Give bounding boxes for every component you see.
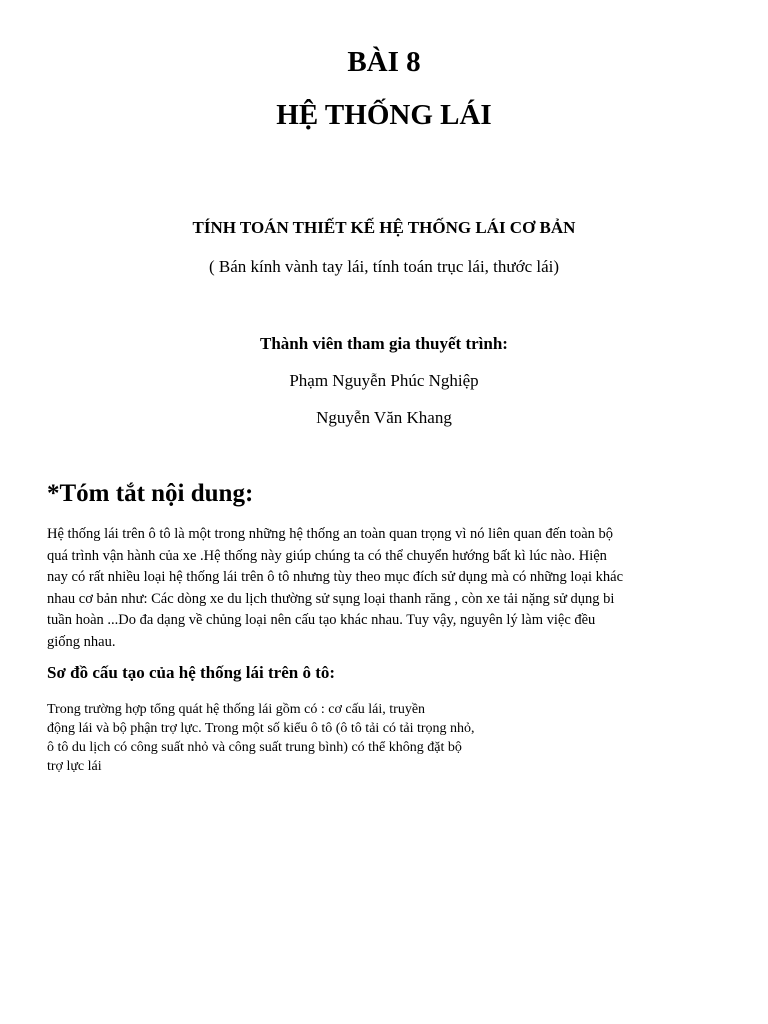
paragraph-line: động lái và bộ phận trợ lực. Trong một số kiểu ô tô (ô tô tải có tải trọng nhỏ, <box>47 721 475 736</box>
diagram-description-paragraph <box>47 700 727 776</box>
diagram-section-heading: Sơ đồ cấu tạo của hệ thống lái trên ô tô: <box>47 663 336 682</box>
paragraph-line: quá trình vận hành của xe .Hệ thống này giúp chúng ta có thể chuyển hướng bất kì lúc nào. Hiện <box>47 547 607 564</box>
member-name: Phạm Nguyễn Phúc Nghiệp <box>289 371 479 390</box>
paragraph-line: nhau cơ bản như: Các dòng xe du lịch thường sử sụng loại thanh răng , còn xe tải nặng sử dụng bi <box>47 590 615 607</box>
paragraph-line: trợ lực lái <box>47 759 102 774</box>
summary-paragraph <box>47 524 727 654</box>
member-name: Nguyễn Văn Khang <box>316 408 452 427</box>
summary-heading: *Tóm tắt nội dung: <box>47 480 254 507</box>
paragraph-line: tuần hoàn ...Do đa dạng về chủng loại nên cấu tạo khác nhau. Tuy vậy, nguyên lý làm việc đều <box>47 612 596 629</box>
paragraph-line: Trong trường hợp tổng quát hệ thống lái gồm có : cơ cấu lái, truyền <box>47 702 426 717</box>
paragraph-line: giống nhau. <box>47 633 116 650</box>
document-subtitle: TÍNH TOÁN THIẾT KẾ HỆ THỐNG LÁI CƠ BẢN <box>192 218 576 237</box>
paragraph-line: Hệ thống lái trên ô tô là một trong những hệ thống an toàn quan trọng vì nó liên quan đến toàn bộ <box>47 526 614 542</box>
members-heading: Thành viên tham gia thuyết trình: <box>260 334 508 353</box>
paragraph-line: nay có rất nhiều loại hệ thống lái trên ô tô nhưng tùy theo mục đích sử dụng mà có những loại khác <box>47 569 624 586</box>
chapter-title: HỆ THỐNG LÁI <box>276 99 492 131</box>
paragraph-line: ô tô du lịch có công suất nhỏ và công suất trung bình) có thể không đặt bộ <box>47 740 462 755</box>
lesson-number: BÀI 8 <box>347 46 421 78</box>
subtitle-note: ( Bán kính vành tay lái, tính toán trục lái, thước lái) <box>208 257 560 276</box>
